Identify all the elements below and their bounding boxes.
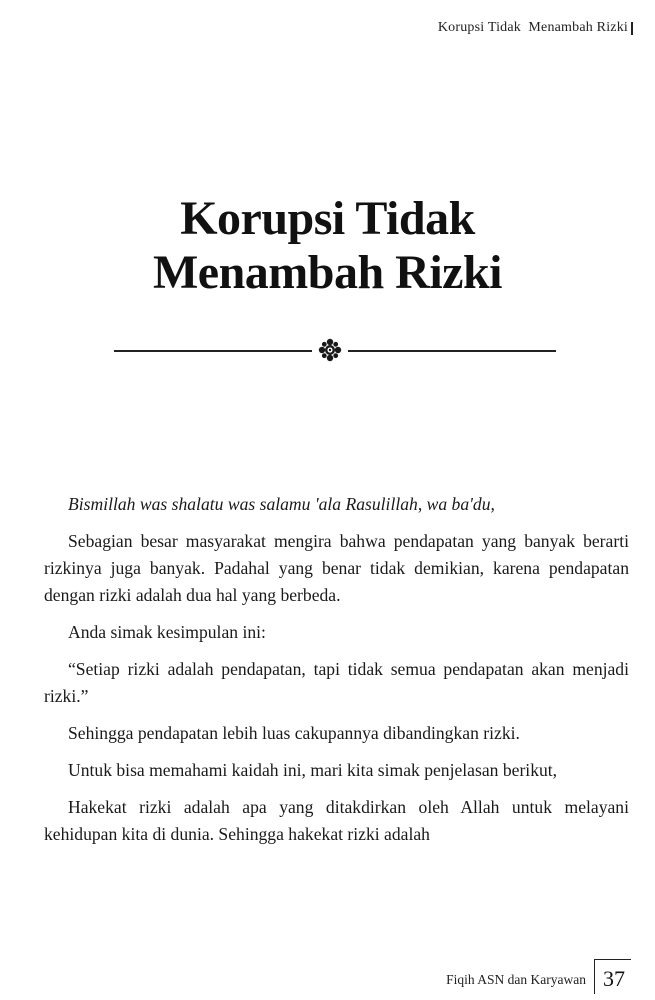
running-head-text: Korupsi Tidak Menambah Rizki xyxy=(437,20,628,35)
running-head xyxy=(438,20,633,36)
paragraph-opening: Bismillah was shalatu was salamu 'ala Rasulillah, wa ba'du, xyxy=(68,494,495,514)
paragraph: Sehingga pendapatan lebih luas cakupannya dibandingkan rizki. xyxy=(68,723,520,743)
floral-ornament-icon xyxy=(317,338,343,362)
paragraph: Untuk bisa memahami kaidah ini, mari kita simak penjelasan berikut, xyxy=(68,760,558,780)
ornamental-divider xyxy=(114,338,556,362)
body-text xyxy=(44,491,629,848)
chapter-title xyxy=(0,192,655,300)
paragraph: Anda simak kesimpulan ini: xyxy=(68,622,266,642)
running-head-bar xyxy=(631,22,633,35)
chapter-title-line-2: Menambah Rizki xyxy=(152,246,502,299)
chapter-title-line-1: Korupsi Tidak xyxy=(180,192,475,245)
divider-line-right xyxy=(348,350,556,352)
paragraph: Hakekat rizki adalah apa yang ditakdirkan oleh Allah untuk melayani kehidupan kita di dunia. Sehingga hakekat rizki adalah xyxy=(44,797,629,844)
footer-book-title: Fiqih ASN dan Karyawan xyxy=(446,972,586,987)
divider-line-left xyxy=(114,350,312,352)
page-footer xyxy=(446,958,631,994)
paragraph: Sebagian besar masyarakat mengira bahwa pendapatan yang banyak berarti rizkinya juga banyak. Padahal yang benar tidak demikian, karena pendapatan dengan rizki adalah dua hal yang berbeda. xyxy=(44,531,629,605)
paragraph-quote: “Setiap rizki adalah pendapatan, tapi tidak semua pendapatan akan menjadi rizki.” xyxy=(44,659,629,706)
page-number: 37 xyxy=(594,959,631,994)
